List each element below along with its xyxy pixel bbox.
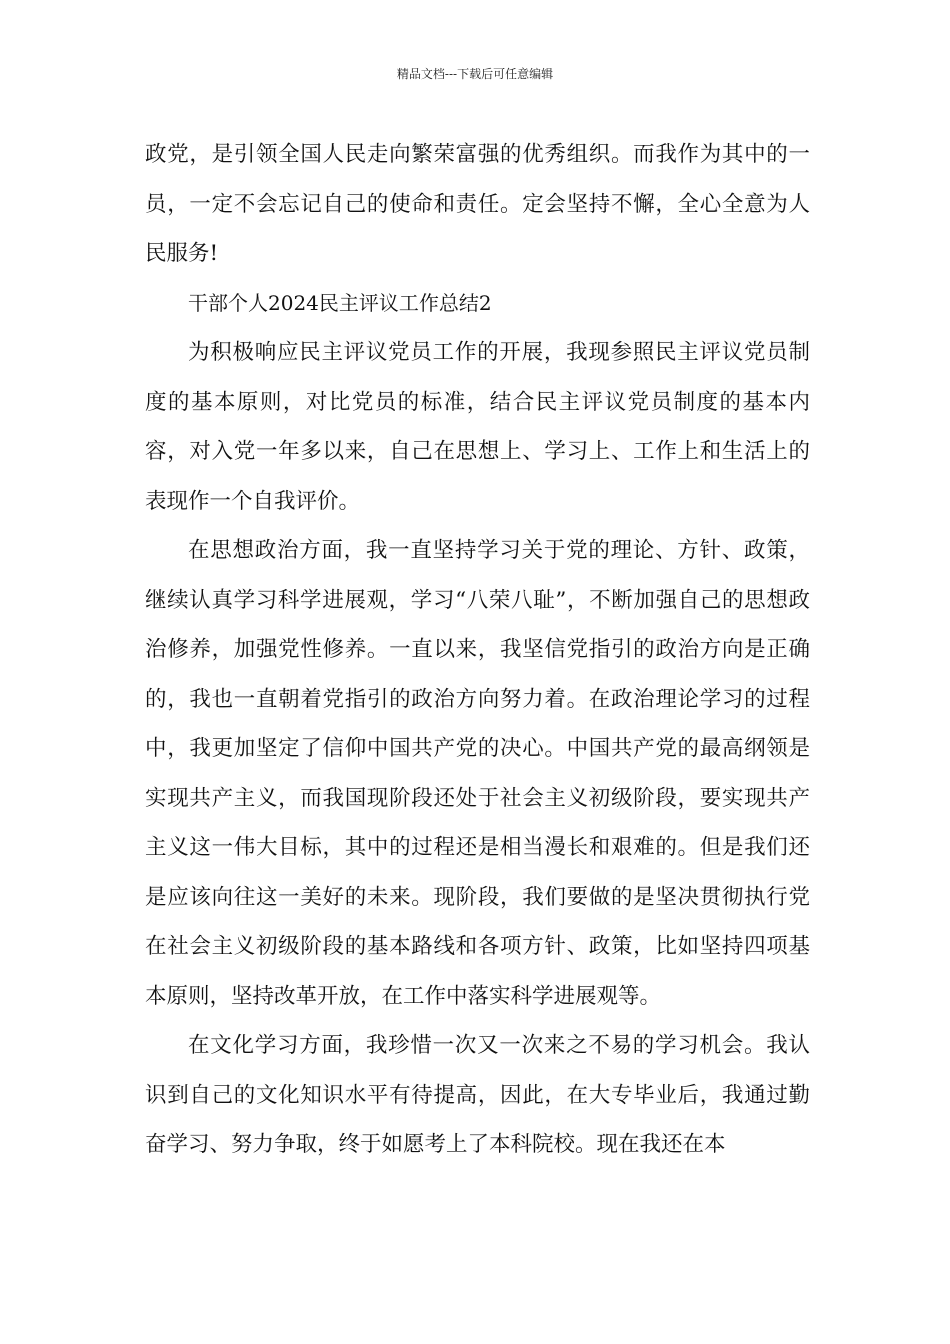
paragraph-continuation: 政党，是引领全国人民走向繁荣富强的优秀组织。而我作为其中的一员，一定不会忘记自己的使命和责任。定会坚持不懈，全心全意为人民服务! xyxy=(145,142,810,266)
paragraph-intro: 为积极响应民主评议党员工作的开展，我现参照民主评议党员制度的基本原则，对比党员的标准，结合民主评议党员制度的基本内容，对入党一年多以来，自己在思想上、学习上、工作上和生活上的表现作一个自我评价。 xyxy=(145,340,810,514)
paragraph-ideology: 在思想政治方面，我一直坚持学习关于党的理论、方针、政策，继续认真学习科学进展观，学习“八荣八耻”，不断加强自己的思想政治修养，加强党性修养。一直以来，我坚信党指引的政治方向是正确的，我也一直朝着党指引的政治方向努力着。在政治理论学习的过程中，我更加坚定了信仰中国共产党的决心。中国共产党的最高纲领是实现共产主义，而我国现阶段还处于社会主义初级阶段，要实现共产主义这一伟大目标，其中的过程还是相当漫长和艰难的。但是我们还是应该向往这一美好的未来。现阶段，我们要做的是坚决贯彻执行党在社会主义初级阶段的基本路线和各项方针、政策，比如坚持四项基本原则，坚持改革开放，在工作中落实科学进展观等。 xyxy=(145,538,810,1009)
paragraph-study: 在文化学习方面，我珍惜一次又一次来之不易的学习机会。我认识到自己的文化知识水平有待提高，因此，在大专毕业后，我通过勤奋学习、努力争取，终于如愿考上了本科院校。现在我还在本 xyxy=(145,1033,810,1157)
page-header: 精品文档---下载后可任意编辑 xyxy=(396,67,554,81)
document-body xyxy=(145,130,810,1170)
section-heading: 干部个人2024民主评议工作总结2 xyxy=(188,290,492,315)
